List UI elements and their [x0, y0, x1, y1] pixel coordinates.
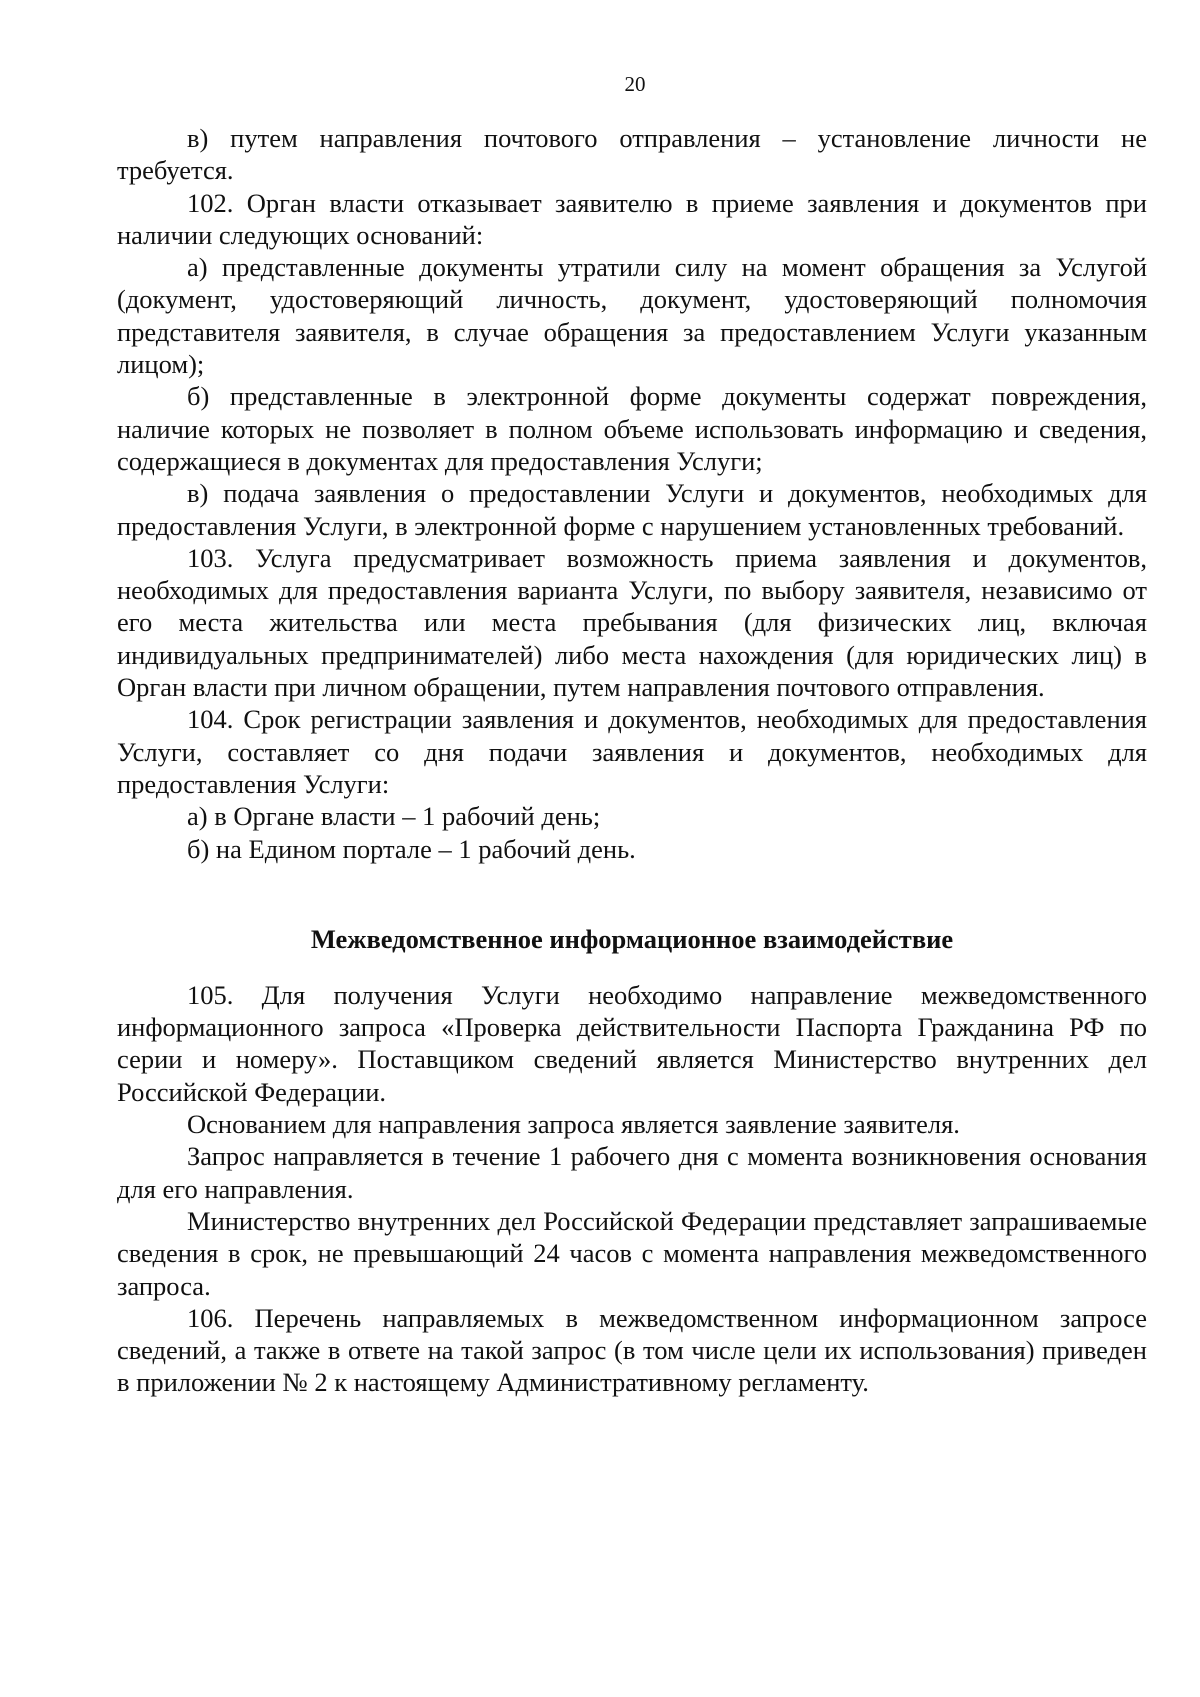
paragraph-104-b: б) на Едином портале – 1 рабочий день.: [187, 833, 636, 864]
page-number: 20: [624, 72, 646, 96]
paragraph-102-b: б) представленные в электронной форме документы содержат повреждения, наличие которых не позволяет в полном объеме использовать информацию и сведения, содержащиеся в документах для предоставления Услуги;: [117, 381, 1147, 476]
paragraph-104: 104. Срок регистрации заявления и документов, необходимых для предоставления Услуги, составляет со дня подачи заявления и документов, необходимых для предоставления Услуги:: [117, 704, 1147, 799]
paragraph-postal-item: в) путем направления почтового отправления – установление личности не требуется.: [117, 123, 1147, 186]
paragraph-105: 105. Для получения Услуги необходимо направление межведомственного информационного запроса «Проверка действительности Паспорта Гражданина РФ по серии и номеру». Поставщиком сведений является Министерство внутренних дел Российской Федерации.: [117, 979, 1147, 1107]
paragraph-102: 102. Орган власти отказывает заявителю в приеме заявления и документов при наличии следующих оснований:: [117, 187, 1147, 250]
document-body: [117, 122, 1147, 1399]
paragraph-103: 103. Услуга предусматривает возможность приема заявления и документов, необходимых для предоставления варианта Услуги, по выбору заявителя, независимо от его места жительства или места пребывания (для физических лиц, включая индивидуальных предпринимателей) либо места нахождения (для юридических лиц) в Орган власти при личном обращении, путем направления почтового отправления.: [117, 542, 1147, 703]
paragraph-request-timing: Запрос направляется в течение 1 рабочего дня с момента возникновения основания для его направления.: [117, 1141, 1147, 1204]
paragraph-104-a: а) в Органе власти – 1 рабочий день;: [187, 801, 601, 832]
paragraph-response-timing: Министерство внутренних дел Российской Федерации представляет запрашиваемые сведения в срок, не превышающий 24 часов с момента направления межведомственного запроса.: [117, 1205, 1147, 1301]
paragraph-102-a: а) представленные документы утратили силу на момент обращения за Услугой (документ, удостоверяющий личность, документ, удостоверяющий полномочия представителя заявителя, в случае обращения за предоставлением Услуги указанным лицом);: [117, 252, 1147, 380]
paragraph-106: 106. Перечень направляемых в межведомственном информационном запросе сведений, а также в ответе на такой запрос (в том числе цели их использования) приведен в приложении № 2 к настоящему Административному регламенту.: [117, 1302, 1147, 1398]
paragraph-request-basis: Основанием для направления запроса является заявление заявителя.: [187, 1109, 960, 1140]
section-heading: Межведомственное информационное взаимодействие: [310, 923, 954, 954]
paragraph-102-c: в) подача заявления о предоставлении Услуги и документов, необходимых для предоставления Услуги, в электронной форме с нарушением установленных требований.: [117, 478, 1147, 541]
